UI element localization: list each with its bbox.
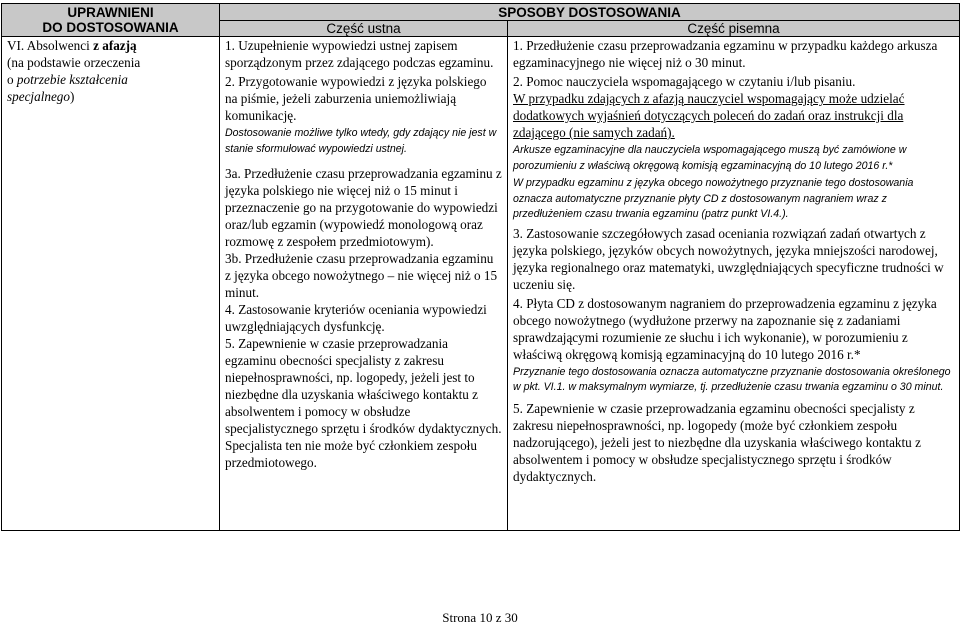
written-item-1: 1. Przedłużenie czasu przeprowadzania egzaminu w przypadku każdego arkusza egzaminacyjnego nie więcej niż o 30 minut. [513,38,938,70]
written-item-2: 2. Pomoc nauczyciela wspomagającego w czytaniu i/lub pisaniu. [513,74,856,89]
header-methods: SPOSOBY DOSTOSOWANIA [220,4,960,21]
written-item-4: 4. Płyta CD z dostosowanym nagraniem do przeprowadzenia egzaminu z języka obcego nowożytnego (wydłużone przerwy na zapoznanie się z zadaniami sprawdzającymi rozumienie ze słuchu i ich wykonanie), w porozumieniu z właściwą okręgową komisją egzaminacyjną do 10 lutego 2016 r.* [513,295,937,362]
header-entitled-line2: DO DOSTOSOWANIA [42,20,179,35]
entitled-condition: z afazją [93,38,137,53]
entitled-line3: o potrzebie kształcenia [7,72,128,87]
oral-item-3b: 3b. Przedłużenie czasu przeprowadzania egzaminu z języka obcego nowożytnego – nie więcej niż o 15 minut. [225,251,498,300]
written-cell [508,37,960,531]
oral-item-1: 1. Uzupełnienie wypowiedzi ustnej zapisem sporządzonym przez zdającego podczas egzaminu. [225,38,494,70]
written-item-3: 3. Zastosowanie szczegółowych zasad oceniania rozwiązań zadań otwartych z języka polskiego, języków obcych nowożytnych, języka mniejszości narodowej, języka regionalnego oraz matematyki, uwzględniających specyficzne trudności w uczeniu się. [513,225,944,292]
header-written: Część pisemna [508,21,960,37]
oral-item-3a: 3a. Przedłużenie czasu przeprowadzania egzaminu z języka polskiego nie więcej niż o 15 minut i przeznaczenie go na przygotowanie do wypowiedzi oraz/lub egzamin (wypowiedź monologową oraz rozmowę z zespołem przedmiotowym). [225,166,502,249]
written-note-1: Arkusze egzaminacyjne dla nauczyciela wspomagającego muszą być zamówione w porozumieniu z właściwą okręgową komisją egzaminacyjną do 10 lutego 2016 r.* [513,144,907,172]
entitled-cell [2,37,220,531]
header-entitled [2,4,220,37]
written-item-5: 5. Zapewnienie w czasie przeprowadzania egzaminu obecności specjalisty z zakresu niepełnosprawności, np. logopedy (może być członkiem zespołu nadzorującego), jeżeli jest to niezbędne dla uzyskania właściwego kontaktu z absolwentem i pomocy w obsłudze specjalistycznego sprzętu i środków dydaktycznych. [513,400,921,484]
entitled-line4: specjalnego) [7,89,75,104]
written-note-3: Przyznanie tego dostosowania oznacza automatyczne przyznanie dostosowania określonego w pkt. VI.1. w maksymalnym wymiarze, tj. przedłużenie czasu trwania egzaminu o 30 minut. [513,365,951,393]
oral-note: Dostosowanie możliwe tylko wtedy, gdy zdający nie jest w stanie sformułować wypowiedzi ustnej. [225,127,497,155]
header-entitled-line1: UPRAWNIENI [67,5,154,20]
oral-item-5: 5. Zapewnienie w czasie przeprowadzania egzaminu obecności specjalisty z zakresu niepełnosprawności, np. logopedy, jeżeli jest to niezbędne dla uzyskania właściwego kontaktu z absolwentem i pomocy w obsłudze specjalistycznego sprzętu i środków dydaktycznych. Specjalista ten nie może być członkiem zespołu przedmiotowego. [225,336,502,470]
adjustments-table [1,3,960,531]
entitled-title: VI. Absolwenci z afazją [7,38,137,53]
oral-item-4: 4. Zastosowanie kryteriów oceniania wypowiedzi uwzględniających dysfunkcję. [225,302,487,334]
written-note-2: W przypadku egzaminu z języka obcego nowożytnego przyznanie tego dostosowania oznacza automatyczne przyznanie płyty CD z dostosowanym nagraniem wraz z przedłużeniem czasu trwania egzaminu (patrz punkt VI.4.). [513,177,914,220]
oral-item-2: 2. Przygotowanie wypowiedzi z języka polskiego na piśmie, jeżeli zaburzenia uniemożliwiają komunikację. [225,74,487,123]
page-number: Strona 10 z 30 [442,610,518,625]
oral-cell [220,37,508,531]
entitled-line2: (na podstawie orzeczenia [7,55,141,70]
header-oral: Część ustna [220,21,508,37]
written-item-2-detail: W przypadku zdających z afazją nauczyciel wspomagający może udzielać dodatkowych wyjaśnień dotyczących poleceń do zadań oraz instrukcji dla zdającego (nie samych zadań). [513,91,905,140]
